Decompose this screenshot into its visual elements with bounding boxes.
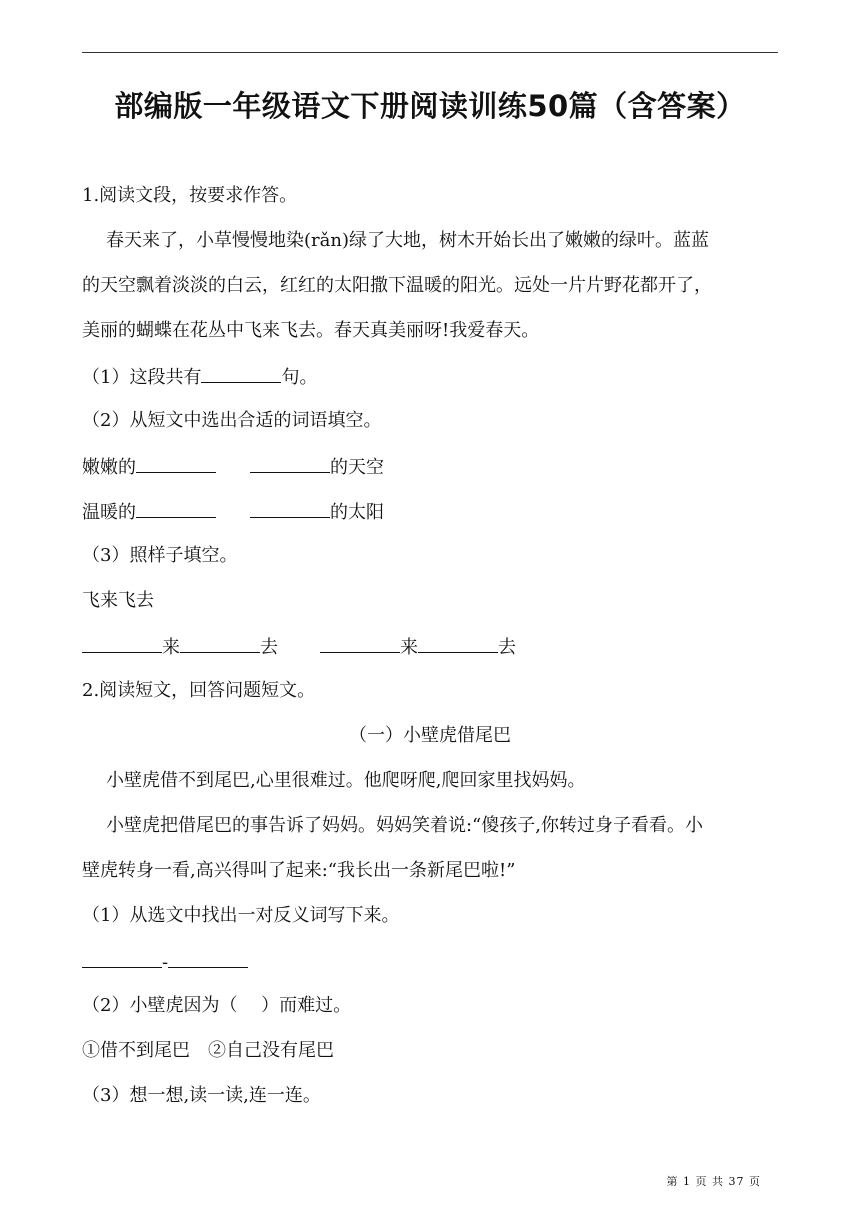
q1-sub1-prefix: （1）这段共有 xyxy=(82,367,202,388)
answer-blank[interactable] xyxy=(136,454,216,473)
q1-heading: 1.阅读文段，按要求作答。 xyxy=(82,185,298,206)
q1-passage-line-2: 的天空飘着淡淡的白云，红红的太阳撒下温暖的阳光。远处一片片野花都开了， xyxy=(82,275,712,296)
q1-sub1 xyxy=(82,364,778,390)
fill-label: 温暖的 xyxy=(82,502,136,523)
answer-blank[interactable] xyxy=(201,364,281,383)
q2-heading: 2.阅读短文，回答问题短文。 xyxy=(82,680,316,701)
q1-sub1-suffix: 句。 xyxy=(281,367,318,388)
dash: - xyxy=(162,952,169,973)
answer-blank[interactable] xyxy=(168,949,248,968)
fill-label: 来 xyxy=(162,637,180,658)
q1-fill-row-2 xyxy=(82,499,778,525)
q1-pattern-row xyxy=(82,634,778,660)
fill-label: 来 xyxy=(400,637,418,658)
story-paragraph-2-line-2: 壁虎转身一看,高兴得叫了起来:“我长出一条新尾巴啦!” xyxy=(82,860,516,881)
fill-label: 去 xyxy=(260,637,278,658)
header-rule xyxy=(82,52,778,53)
story-paragraph-1: 小壁虎借不到尾巴,心里很难过。他爬呀爬,爬回家里找妈妈。 xyxy=(106,770,586,791)
q2-sub3: （3）想一想,读一读,连一连。 xyxy=(82,1085,321,1106)
fill-label: 的天空 xyxy=(330,457,384,478)
story-title: （一）小壁虎借尾巴 xyxy=(349,725,511,746)
page-number: 第 1 页 共 37 页 xyxy=(666,1175,761,1188)
q1-passage-line-1: 春天来了，小草慢慢地染(rǎn)绿了大地，树木开始长出了嫩嫩的绿叶。蓝蓝 xyxy=(106,230,709,251)
story-paragraph-2-line-1: 小壁虎把借尾巴的事告诉了妈妈。妈妈笑着说:“傻孩子,你转过身子看看。小 xyxy=(106,815,703,836)
answer-blank[interactable] xyxy=(418,634,498,653)
answer-blank[interactable] xyxy=(250,499,330,518)
fill-label: 去 xyxy=(498,637,516,658)
answer-blank[interactable] xyxy=(136,499,216,518)
q1-fill-row-1 xyxy=(82,454,778,480)
answer-blank[interactable] xyxy=(180,634,260,653)
answer-blank[interactable] xyxy=(320,634,400,653)
fill-label: 嫩嫩的 xyxy=(82,457,136,478)
q1-sub2: （2）从短文中选出合适的词语填空。 xyxy=(82,410,382,431)
answer-blank[interactable] xyxy=(82,634,162,653)
answer-blank[interactable] xyxy=(250,454,330,473)
q1-example: 飞来飞去 xyxy=(82,590,154,611)
q2-sub1: （1）从选文中找出一对反义词写下来。 xyxy=(82,905,400,926)
q1-passage-line-3: 美丽的蝴蝶在花丛中飞来飞去。春天真美丽呀!我爱春天。 xyxy=(82,320,540,341)
q2-antonym-row xyxy=(82,949,778,975)
page-title: 部编版一年级语文下册阅读训练50篇（含答案） xyxy=(114,89,746,123)
q1-sub3: （3）照样子填空。 xyxy=(82,545,238,566)
fill-label: 的太阳 xyxy=(330,502,384,523)
q2-options: ①借不到尾巴 ②自己没有尾巴 xyxy=(82,1040,334,1061)
answer-blank[interactable] xyxy=(82,949,162,968)
q2-sub2: （2）小壁虎因为（ ）而难过。 xyxy=(82,995,352,1016)
